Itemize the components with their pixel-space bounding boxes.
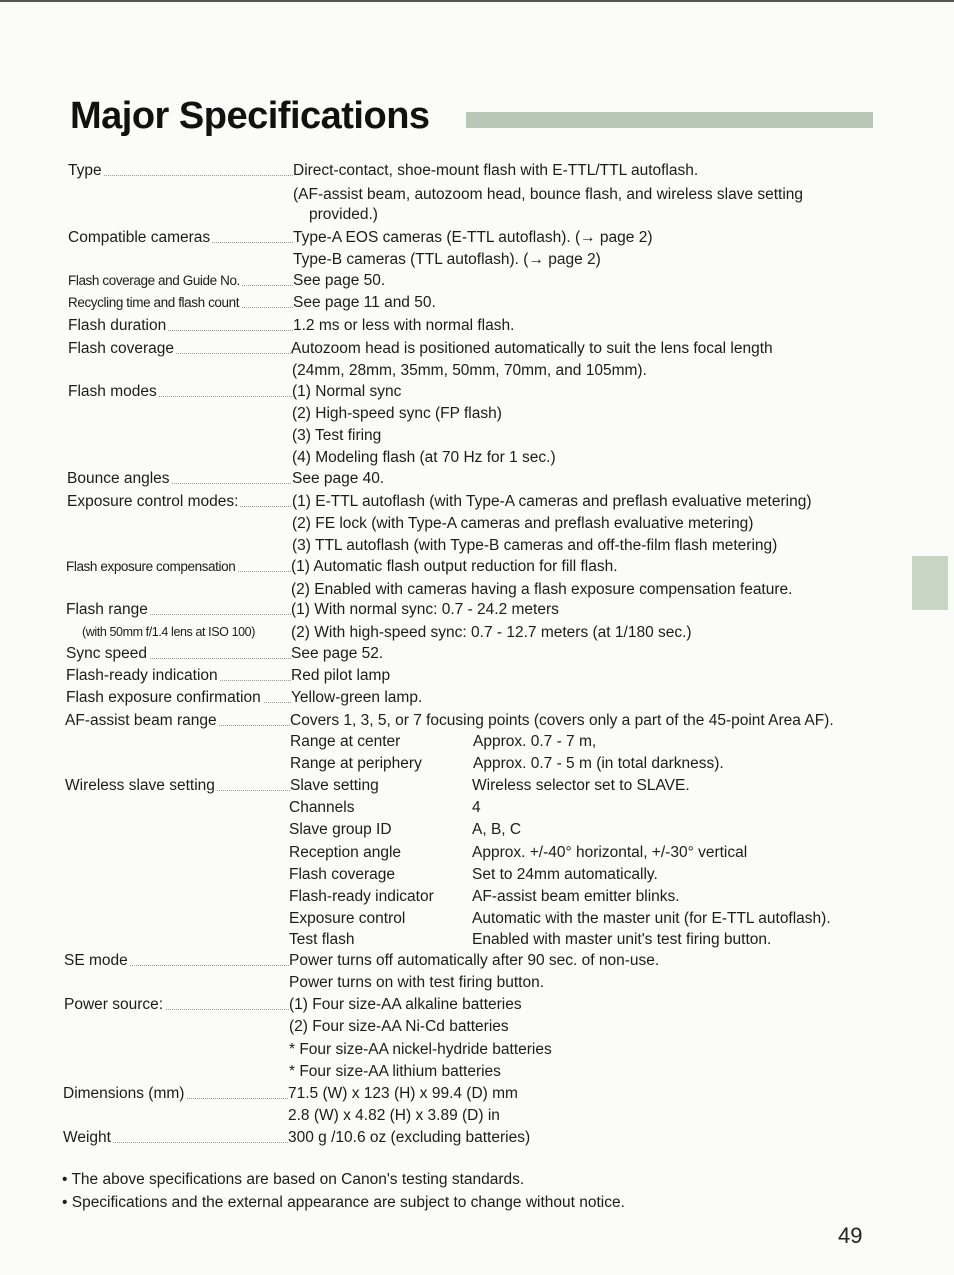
title-accent-bar: [466, 112, 873, 128]
spec-subvalue: Set to 24mm automatically.: [472, 866, 658, 883]
spec-row-cont: [60, 513, 900, 535]
spec-row-af-assist: [60, 710, 900, 732]
spec-value: * Four size-AA nickel-hydride batteries: [289, 1041, 552, 1058]
spec-row-flash-duration: [60, 315, 900, 337]
flash-range-note: (with 50mm f/1.4 lens at ISO 100): [82, 625, 255, 639]
spec-subrow: [60, 929, 900, 951]
spec-row-flash-ready: [60, 665, 900, 687]
spec-row-cont: [60, 579, 900, 601]
spec-subrow: [60, 797, 900, 819]
spec-subkey: Flash coverage: [289, 866, 395, 883]
spec-row-cont: [60, 1016, 900, 1038]
spec-row-fec: [60, 556, 900, 578]
spec-value: (2) High-speed sync (FP flash): [292, 405, 502, 422]
spec-value: Red pilot lamp: [291, 667, 391, 684]
spec-value: (1) Four size-AA alkaline batteries: [289, 996, 522, 1013]
spec-row-wireless: [60, 775, 900, 797]
spec-subrow: [60, 731, 900, 753]
spec-row-dimensions: [60, 1083, 900, 1105]
spec-subvalue: Approx. 0.7 - 7 m,: [473, 733, 597, 750]
spec-row-type: [60, 160, 900, 182]
spec-subvalue: 4: [472, 799, 481, 816]
spec-label: Flash-ready indication: [66, 665, 291, 687]
footnote: • The above specifications are based on Canon's testing standards.: [62, 1171, 525, 1188]
top-rule: [0, 0, 954, 2]
spec-label: Recycling time and flash count: [68, 292, 293, 314]
spec-value: See page 52.: [291, 645, 384, 662]
spec-label: Wireless slave setting: [65, 775, 290, 797]
spec-subrow: [60, 886, 900, 908]
spec-subvalue: Enabled with master unit's test firing button.: [472, 931, 772, 948]
spec-row-recycling: [60, 292, 900, 314]
spec-label: Compatible cameras: [68, 227, 293, 249]
spec-value: (1) Automatic flash output reduction for fill flash.: [291, 558, 618, 575]
spec-value: (1) With normal sync: 0.7 - 24.2 meters: [291, 601, 559, 618]
spec-label: Dimensions (mm): [63, 1083, 288, 1105]
spec-label: Flash duration: [68, 315, 293, 337]
spec-row-power: [60, 994, 900, 1016]
page-title: Major Specifications: [70, 95, 430, 137]
spec-row-cont: [60, 184, 900, 206]
spec-value: * Four size-AA lithium batteries: [289, 1063, 501, 1080]
spec-subrow: [60, 842, 900, 864]
spec-label: Flash modes: [68, 381, 292, 403]
spec-row-guide-number: [60, 270, 900, 292]
spec-row-cont: [60, 622, 900, 644]
spec-label: Exposure control modes:: [67, 491, 291, 513]
spec-label: Flash coverage and Guide No.: [68, 270, 293, 292]
spec-row-exposure-confirmation: [60, 687, 900, 709]
spec-subrow: [60, 864, 900, 886]
spec-value: Yellow-green lamp.: [291, 689, 423, 706]
spec-value: (3) Test firing: [292, 427, 382, 444]
spec-row-compatible: [60, 227, 900, 249]
spec-value: See page 50.: [293, 272, 386, 289]
spec-label: Weight: [63, 1127, 288, 1149]
page-number: 49: [838, 1223, 863, 1248]
spec-label: Sync speed: [66, 643, 291, 665]
spec-subkey: Range at periphery: [290, 755, 422, 772]
spec-value: (2) Enabled with cameras having a flash exposure compensation feature.: [291, 581, 793, 598]
spec-value: (2) Four size-AA Ni-Cd batteries: [289, 1018, 509, 1035]
spec-row-cont: [60, 425, 900, 447]
spec-label: Flash coverage: [68, 338, 293, 360]
spec-value: 2.8 (W) x 4.82 (H) x 3.89 (D) in: [288, 1107, 500, 1124]
spec-row-cont: [60, 1061, 900, 1083]
spec-row-cont: [60, 403, 900, 425]
spec-subkey: Channels: [289, 799, 355, 816]
spec-label: Flash exposure compensation: [66, 556, 291, 578]
spec-subkey: Test flash: [289, 931, 355, 948]
spec-label: Flash exposure confirmation: [66, 687, 291, 709]
spec-value: (1) Normal sync: [292, 383, 402, 400]
spec-value: 300 g /10.6 oz (excluding batteries): [288, 1129, 531, 1146]
spec-value: 71.5 (W) x 123 (H) x 99.4 (D) mm: [288, 1085, 518, 1102]
spec-value: (2) FE lock (with Type-A cameras and preflash evaluative metering): [292, 515, 754, 532]
spec-label: SE mode: [64, 950, 289, 972]
spec-row-cont: [60, 1105, 900, 1127]
spec-subkey: Range at center: [290, 733, 401, 750]
spec-row-cont: [60, 535, 900, 557]
spec-value: Power turns on with test firing button.: [289, 974, 545, 991]
spec-subrow: [60, 753, 900, 775]
section-thumb-tab: [912, 556, 948, 610]
spec-value: Covers 1, 3, 5, or 7 focusing points (covers only a part of the 45-point Area AF).: [290, 712, 834, 729]
spec-row-sync-speed: [60, 643, 900, 665]
spec-row-flash-range: [60, 599, 900, 621]
spec-value: Autozoom head is positioned automatically to suit the lens focal length: [291, 340, 773, 357]
spec-row-exposure-control: [60, 491, 900, 513]
spec-subvalue: Wireless selector set to SLAVE.: [472, 777, 690, 794]
spec-subvalue: Approx. +/-40° horizontal, +/-30° vertical: [472, 844, 748, 861]
spec-value: (AF-assist beam, autozoom head, bounce flash, and wireless slave setting: [293, 186, 804, 203]
spec-row-cont: [60, 972, 900, 994]
spec-subkey: Reception angle: [289, 844, 402, 861]
spec-row-bounce: [60, 468, 900, 490]
footnotes: [62, 1168, 625, 1214]
spec-value: (3) TTL autoflash (with Type-B cameras and off-the-film flash metering): [292, 537, 778, 554]
spec-row-flash-coverage: [60, 338, 900, 360]
spec-value: (2) With high-speed sync: 0.7 - 12.7 meters (at 1/180 sec.): [291, 624, 692, 641]
spec-row-cont: [60, 204, 900, 226]
spec-subkey: Exposure control: [289, 910, 406, 927]
spec-subvalue: A, B, C: [472, 821, 522, 838]
spec-subkey: Slave setting: [290, 777, 379, 794]
spec-value: Power turns off automatically after 90 sec. of non-use.: [289, 952, 660, 969]
spec-value: See page 40.: [292, 470, 385, 487]
spec-subkey: Slave group ID: [289, 821, 392, 838]
spec-row-cont: [60, 447, 900, 469]
spec-label: Flash range: [66, 599, 291, 621]
spec-value: Type-B cameras (TTL autoflash). (→ page 2): [293, 251, 601, 268]
spec-subkey: Flash-ready indicator: [289, 888, 434, 905]
spec-row-se-mode: [60, 950, 900, 972]
spec-value: (4) Modeling flash (at 70 Hz for 1 sec.): [292, 449, 556, 466]
spec-value: (24mm, 28mm, 35mm, 50mm, 70mm, and 105mm).: [292, 362, 647, 379]
spec-row-cont: [60, 249, 900, 271]
footnote: • Specifications and the external appearance are subject to change without notice.: [62, 1194, 625, 1211]
spec-label: Bounce angles: [67, 468, 291, 490]
spec-row-cont: [60, 1039, 900, 1061]
spec-value: provided.): [309, 206, 378, 223]
spec-subrow: [60, 908, 900, 930]
spec-row-flash-modes: [60, 381, 900, 403]
spec-subvalue: Automatic with the master unit (for E-TTL autoflash).: [472, 910, 831, 927]
spec-label: Type: [68, 160, 293, 182]
spec-subvalue: AF-assist beam emitter blinks.: [472, 888, 680, 905]
spec-subrow: [60, 819, 900, 841]
spec-value: Type-A EOS cameras (E-TTL autoflash). (→ page 2): [293, 229, 653, 246]
spec-subvalue: Approx. 0.7 - 5 m (in total darkness).: [473, 755, 724, 772]
spec-label: Power source:: [64, 994, 289, 1016]
spec-row-weight: [60, 1127, 900, 1149]
spec-value: See page 11 and 50.: [293, 294, 436, 311]
spec-value: Direct-contact, shoe-mount flash with E-TTL/TTL autoflash.: [293, 162, 699, 179]
spec-value: (1) E-TTL autoflash (with Type-A cameras and preflash evaluative metering): [292, 493, 812, 510]
spec-value: 1.2 ms or less with normal flash.: [293, 317, 515, 334]
spec-label: AF-assist beam range: [65, 710, 290, 732]
spec-row-cont: [60, 360, 900, 382]
